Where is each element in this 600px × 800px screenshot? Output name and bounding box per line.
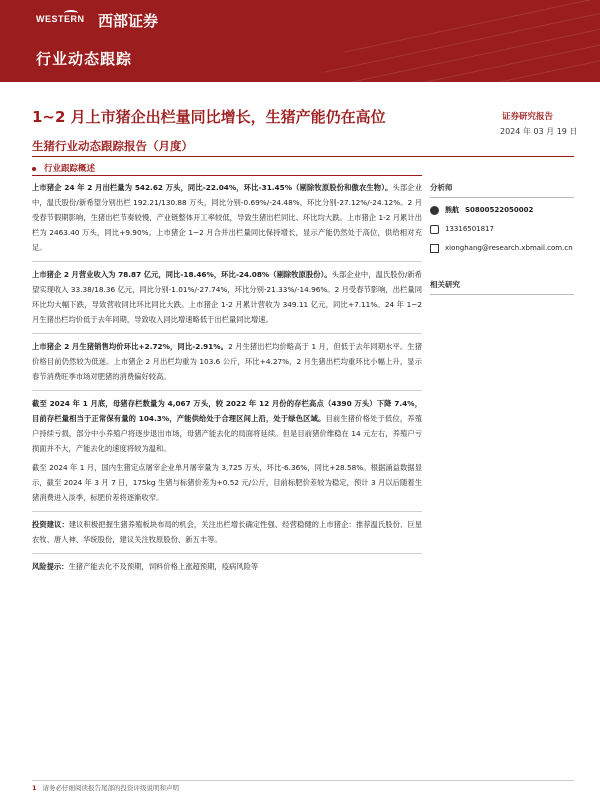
paragraph-lead: 截至 2024 年 1 月底，母猪存栏数量为 4,067 万头，较 2022 年 12 月份的存栏高点（4390 万头）下降 7.4%，目前存栏量相当于正常保有量的 104.3%，产能供给处于合理区间上沿，处于绿色区域。: [32, 399, 422, 423]
section-heading: [32, 162, 95, 174]
paragraph-text: 2 月生猪出栏均价略高于 1 月，但低于去年同期水平。生猪价格目前仍然较为低迷。上市猪企 2 月出栏均重为 103.6 公斤，环比+4.27%，2 月生猪出栏均重环比小幅上升，显示春节消费旺季市场对肥猪的消费偏好较高。: [32, 342, 422, 381]
analyst-phone: 13316501817: [445, 225, 494, 233]
phone-icon: [430, 225, 439, 234]
page-number: 1: [32, 784, 37, 792]
footer-disclaimer: 请务必仔细阅读报告尾部的投资评级说明和声明: [42, 784, 180, 792]
paragraph-divider: [32, 553, 422, 554]
related-research-label: 相关研究: [430, 280, 460, 289]
phone-row: [430, 223, 574, 235]
analyst-cert: S0800522050002: [465, 206, 534, 214]
analyst-name: 熊航: [445, 206, 459, 214]
paragraph-risk: [32, 559, 422, 574]
sidebar-divider: [430, 197, 574, 198]
paragraph-text: 头部企业中，温氏股份/新希望实现收入 33.38/18.36 亿元，同比分别-1.01%/-27.74%，环比分别-21.33%/-14.96%。2 月受春节影响，出栏量同环比均大幅下跌，导致营收同比环比同比大跌。上市猪企 1-2 月累计营收为 349.11 亿元，同比+7.11%。24 年 1~2 月生猪出栏均价低于去年同期，导致收入同比增速略低于出栏量同比增速。: [32, 270, 422, 324]
paragraph-text: 目前生猪价格处于低位，养殖户持续亏损，部分中小养殖户将逐步退出市场，母猪产能去化的局面将延续。但是目前猪价维稳在 14 元左右，养殖户亏损面并不大，产能去化的速度将较为温和。: [32, 414, 422, 453]
paragraph-text: 生猪产能去化不及预期，饲料价格上涨超预期，疫病风险等: [68, 562, 259, 571]
paragraph-divider: [32, 390, 422, 391]
paragraph-divider: [32, 261, 422, 262]
user-icon: [430, 206, 439, 215]
paragraph-investment-advice: [32, 517, 422, 547]
report-type: 证券研究报告: [502, 112, 554, 122]
footer-divider: [32, 780, 574, 781]
paragraph-sow-inventory: [32, 396, 422, 456]
paragraph-slaughter: [32, 460, 422, 505]
mail-icon: [430, 244, 439, 253]
email-row: [430, 242, 574, 254]
paragraph-divider: [32, 333, 422, 334]
paragraph-output: [32, 180, 422, 255]
paragraph-text: 截至 2024 年 1 月，国内生猪定点屠宰企业单月屠宰量为 3,725 万头，环比-6.36%，同比+28.58%。根据涌益数据显示，截至 2024 年 3 月 7 日，175kg 生猪与标猪价差为+0.52 元/公斤，目前标肥价差较为稳定，预计 3 月以后随着生猪消费进入淡季，标肥价差将逐渐收窄。: [32, 463, 422, 502]
paragraph-lead: 风险提示：: [32, 562, 69, 571]
header-banner: [0, 0, 600, 82]
company-logo: [36, 10, 186, 34]
paragraph-price: [32, 339, 422, 384]
report-title: 1~2 月上市猪企出栏量同比增长，生猪产能仍在高位: [32, 108, 386, 126]
section-divider: [32, 175, 422, 176]
banner-title: 行业动态跟踪: [36, 50, 133, 68]
bullet-icon: [32, 167, 36, 171]
analyst-row: [430, 204, 574, 216]
paragraph-lead: 上市猪企 24 年 2 月出栏量为 542.62 万头，同比-22.04%，环比-31.45%（剔除牧原股份和傲农生物）。: [32, 183, 393, 192]
paragraph-lead: 上市猪企 2 月生猪销售均价环比+2.72%，同比-2.91%。: [32, 342, 229, 351]
paragraph-text: 建议积极把握生猪养殖板块布局的机会，关注出栏增长确定性强、经营稳健的上市猪企：推荐温氏股份、巨星农牧、唐人神、华统股份，建议关注牧原股份、新五丰等。: [32, 520, 423, 544]
report-body: [32, 180, 422, 574]
analyst-sidebar: [430, 178, 574, 301]
analyst-email[interactable]: xionghang@research.xbmail.com.cn: [445, 244, 573, 252]
analyst-label: 分析师: [430, 183, 453, 192]
footer: [32, 783, 179, 792]
title-divider: [32, 156, 574, 157]
logo-chinese: 西部证券: [98, 12, 159, 30]
section-heading-text: 行业跟踪概述: [44, 164, 96, 174]
paragraph-divider: [32, 511, 422, 512]
banner-decoration: [320, 0, 600, 82]
report-date: 2024 年 03 月 19 日: [500, 127, 578, 136]
logo-english: WESTERN: [36, 14, 85, 24]
report-subtitle: 生猪行业动态跟踪报告（月度）: [32, 139, 193, 153]
paragraph-text: 头部企业中，温氏股份/新希望分别出栏 192.21/130.88 万头，同比分别-0.69%/-24.48%，环比分别-27.12%/-24.12%。2 月受春节假期影响，生猪出栏节奏较慢，产业链整体开工率较低，导致生猪出栏同比、环比均大跌。上市猪企 1-2 月累计出栏为 2463.40 万头，同比+9.90%。上市猪企 1~2 月合并出栏量同比保持增长，显示产能仍然处于高位，供给相对充足。: [32, 183, 422, 252]
paragraph-lead: 上市猪企 2 月营业收入为 78.87 亿元，同比-18.46%，环比-24.08%（剔除牧原股份）。: [32, 270, 332, 279]
sidebar-divider: [430, 294, 574, 295]
paragraph-lead: 投资建议：: [32, 520, 69, 529]
paragraph-revenue: [32, 267, 422, 327]
